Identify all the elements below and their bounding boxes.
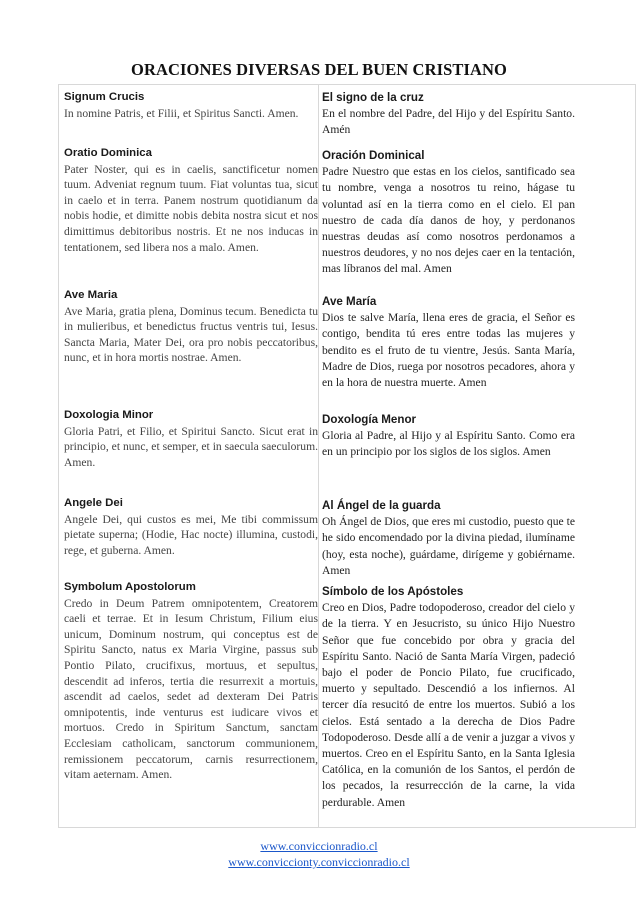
- section-title: Angele Dei: [64, 497, 123, 509]
- latin-angele-dei: [64, 496, 318, 558]
- section-title: Al Ángel de la guarda: [322, 499, 441, 512]
- page-title: ORACIONES DIVERSAS DEL BUEN CRISTIANO: [131, 60, 507, 79]
- section-text: Ave Maria, gratia plena, Dominus tecum. Benedicta tu in mulieribus, et benedictus fructus ventris tui, Iesus. Sancta Maria, Mater Dei, ora pro nobis peccatoribus, nunc, et in hora mortis nostrae. Amen.: [64, 304, 318, 365]
- section-text: Credo in Deum Patrem omnipotentem, Creatorem caeli et terrae. Et in Iesum Christum, Filium eius unicum, Dominum nostrum, qui conceptus est de Spiritu Sancto, natus ex Maria Virgine, passus sub Pontio Pilato, crucifixus, mortuus, et sepultus, descendit ad inferos, tertia die resurrexit a mortuis, ascendit ad caelos, sedet ad dexteram Dei Patris omnipotentis, inde venturus est iudicare vivos et mortuos. Credo in Spiritum Sanctum, sanctam Ecclesiam catholicam, sanctorum communionem, remissionem peccatorum, carnis resurrectionem, vitam aeternam. Amen.: [64, 596, 318, 782]
- section-title: Doxología Menor: [322, 413, 417, 426]
- spanish-simbolo-apostoles: [322, 584, 575, 811]
- footer: [0, 838, 638, 870]
- section-title: Símbolo de los Apóstoles: [322, 585, 464, 598]
- latin-symbolum-apostolorum: [64, 580, 318, 783]
- latin-ave-maria: [64, 288, 318, 366]
- section-title: Oratio Dominica: [64, 147, 152, 159]
- latin-signum-crucis: [64, 90, 318, 121]
- spanish-angel-guarda: [322, 498, 575, 579]
- section-title: El signo de la cruz: [322, 91, 424, 104]
- latin-doxologia-minor: [64, 408, 318, 470]
- latin-oratio-dominica: [64, 146, 318, 255]
- section-text: Gloria Patri, et Filio, et Spiritui Sancto. Sicut erat in principio, et nunc, et semper, et in saecula saeculorum. Amen.: [64, 424, 318, 469]
- spanish-signo-cruz: [322, 90, 575, 139]
- spanish-oracion-dominical: [322, 148, 575, 278]
- section-title: Ave Maria: [64, 289, 118, 301]
- column-divider: [318, 84, 319, 828]
- section-text: Gloria al Padre, al Hijo y al Espíritu Santo. Como era en un principio por los siglos de los siglos. Amen: [322, 429, 575, 459]
- footer-link-radio[interactable]: www.conviccionradio.cl: [260, 839, 378, 853]
- section-text: Creo en Dios, Padre todopoderoso, creador del cielo y de la tierra. Y en Jesucristo, su único Hijo Nuestro Señor que fue concebido por obra y gracia del Espíritu Santo. Nació de Santa María Virgen, padeció bajo el poder de Poncio Pilato, fue crucificado, muerto y sepultado. Descendió a los infiernos. Al tercer día resucitó de entre los muertos. Subió a los cielos. Está sentado a la derecha de Dios Padre Todopoderoso. Desde allí a de venir a juzgar a vivos y muertos. Creo en el Espíritu Santo, en la Santa Iglesia Católica, en la comunión de los Santos, el perdón de los pecados, la resurrección de la carne, la vida perdurable. Amen: [322, 601, 575, 809]
- section-text: In nomine Patris, et Filii, et Spiritus Sancti. Amen.: [64, 106, 299, 120]
- section-text: Oh Ángel de Dios, que eres mi custodio, puesto que te he sido encomendado por la divina piedad, ilumíname (hoy, esta noche), guárdame, dirígeme y gobiérname. Amen: [322, 515, 575, 577]
- section-title: Signum Crucis: [64, 91, 145, 103]
- spanish-doxologia-menor: [322, 412, 575, 461]
- section-text: En el nombre del Padre, del Hijo y del Espíritu Santo. Amén: [322, 107, 575, 137]
- section-text: Dios te salve María, llena eres de gracia, el Señor es contigo, bendita tú eres entre todas las mujeres y bendito es el fruto de tu vientre, Jesús. Santa María, Madre de Dios, ruega por nosotros pecadores, ahora y en la hora de nuestra muerte. Amen: [322, 311, 575, 390]
- section-title: Oración Dominical: [322, 149, 425, 162]
- spanish-ave-maria: [322, 294, 575, 391]
- footer-link-tv[interactable]: www.conviccionty.conviccionradio.cl: [228, 855, 410, 869]
- section-title: Symbolum Apostolorum: [64, 581, 196, 593]
- section-title: Doxologia Minor: [64, 409, 154, 421]
- section-text: Padre Nuestro que estas en los cielos, santificado sea tu nombre, venga a nosotros tu reino, hágase tu voluntad así en la tierra como en el cielo. El pan nuestro de cada día danos de hoy, y perdonanos nuestras deudas así como nosotros perdonamos a nuestros deudores, y no nos dejes caer en la tentación, mas líbranos del mal. Amen: [322, 165, 575, 276]
- section-text: Pater Noster, qui es in caelis, sanctificetur nomen tuum. Adveniat regnum tuum. Fiat voluntas tua, sicut in caelo et in terra. Panem nostrum quotidianum da nobis hodie, et dimitte nobis debita nostra sicut et nos dimittimus debitoribus nostris. Et ne nos inducas in tentationem, sed libera nos a malo. Amen.: [64, 162, 318, 254]
- section-text: Angele Dei, qui custos es mei, Me tibi commissum pietate superna; (Hodie, Hac nocte) illumina, custodi, rege, et guberna. Amen.: [64, 512, 318, 557]
- section-title: Ave María: [322, 295, 377, 308]
